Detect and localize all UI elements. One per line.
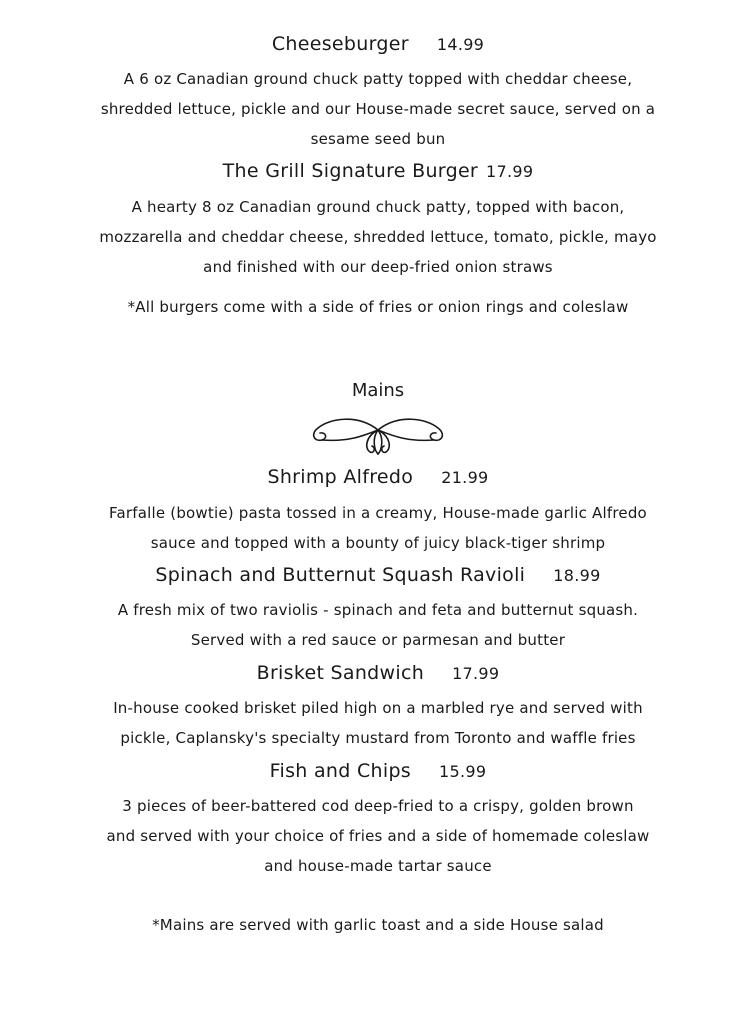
section-heading: Mains (351, 380, 405, 401)
description-line: In-house cooked brisket piled high on a marbled rye and served with (113, 699, 643, 717)
menu-item-title (0, 662, 756, 684)
menu-item-title (0, 33, 756, 55)
item-description (0, 791, 756, 881)
item-name: Shrimp Alfredo (267, 466, 414, 488)
item-description (0, 693, 756, 753)
item-price: 15.99 (439, 762, 487, 781)
menu-item-title (0, 160, 756, 182)
menu-item-title (0, 466, 756, 488)
description-line: and served with your choice of fries and a side of homemade coleslaw (106, 827, 650, 845)
item-description (0, 64, 756, 154)
item-description (0, 498, 756, 558)
menu-item-title (0, 760, 756, 782)
scroll-flourish-icon (308, 408, 448, 458)
description-line: Served with a red sauce or parmesan and butter (190, 631, 566, 649)
item-price: 17.99 (452, 664, 500, 683)
description-line: A fresh mix of two raviolis - spinach and feta and butternut squash. (117, 601, 639, 619)
description-line: A hearty 8 oz Canadian ground chuck patty, topped with bacon, (131, 198, 625, 216)
description-line: and finished with our deep-fried onion straws (203, 258, 553, 276)
burgers-note: *All burgers come with a side of fries or onion rings and coleslaw (127, 298, 629, 316)
item-name: Spinach and Butternut Squash Ravioli (155, 564, 526, 586)
description-line: pickle, Caplansky's specialty mustard from Toronto and waffle fries (120, 729, 636, 747)
item-price: 14.99 (436, 35, 485, 54)
menu-item-title (0, 564, 756, 586)
description-line: mozzarella and cheddar cheese, shredded lettuce, tomato, pickle, mayo (99, 228, 657, 246)
mains-note: *Mains are served with garlic toast and a side House salad (152, 916, 604, 934)
description-line: A 6 oz Canadian ground chuck patty topped with cheddar cheese, (123, 70, 633, 88)
item-name: Fish and Chips (269, 760, 412, 782)
description-line: sauce and topped with a bounty of juicy black-tiger shrimp (150, 534, 606, 552)
description-line: sesame seed bun (310, 130, 446, 148)
item-description (0, 192, 756, 282)
description-line: Farfalle (bowtie) pasta tossed in a creamy, House-made garlic Alfredo (109, 504, 647, 522)
description-line: and house-made tartar sauce (264, 857, 492, 875)
item-name: Cheeseburger (271, 33, 409, 55)
item-price: 21.99 (441, 468, 489, 487)
item-description (0, 595, 756, 655)
description-line: shredded lettuce, pickle and our House-made secret sauce, served on a (100, 100, 656, 118)
description-line: 3 pieces of beer-battered cod deep-fried to a crispy, golden brown (122, 797, 634, 815)
item-price: 18.99 (553, 566, 601, 585)
item-price: 17.99 (486, 162, 534, 181)
item-name: Brisket Sandwich (256, 662, 425, 684)
item-name: The Grill Signature Burger (222, 160, 479, 182)
